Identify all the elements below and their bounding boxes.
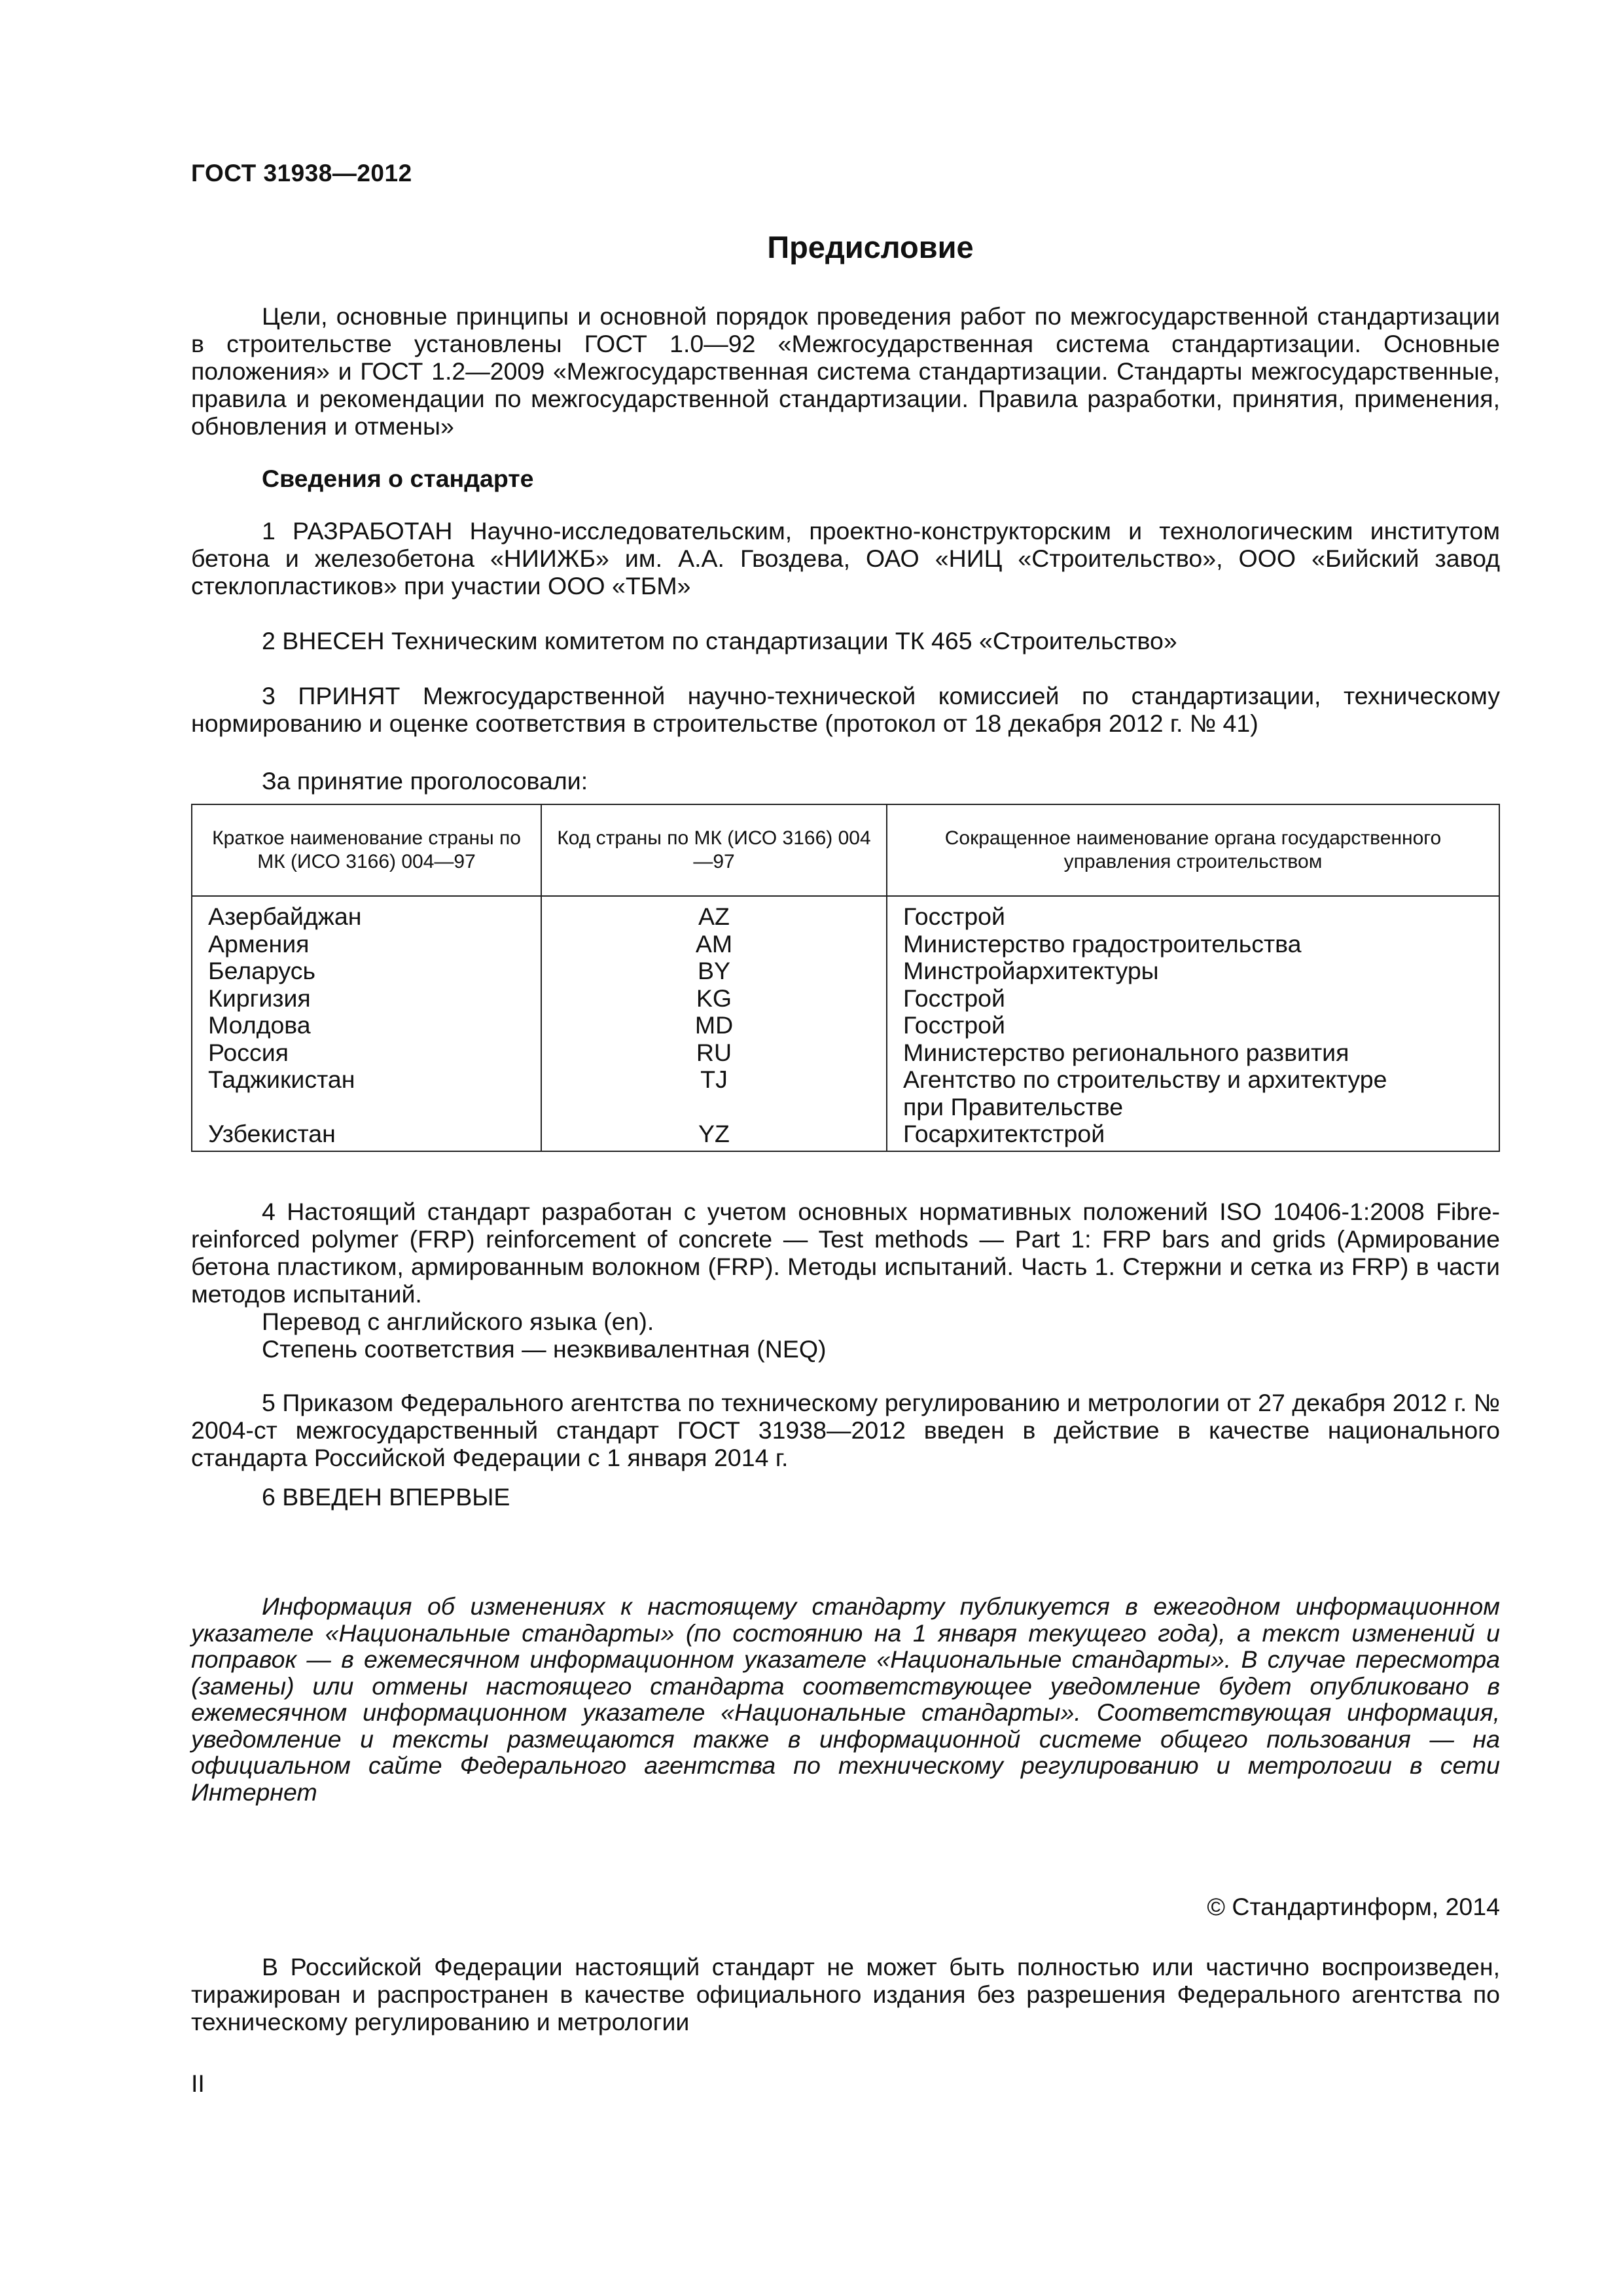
code-cell: RU: [696, 1038, 732, 1066]
item-1-text: 1 РАЗРАБОТАН Научно-исследовательским, проектно-конструкторским и технологическим институтом бетона и железобетона «НИИЖБ» им. А.А. Гвоздева, ОАО «НИЦ «Строительство», ООО «Бийский завод стеклопластиков» при участии ООО «ТБМ»: [191, 517, 1500, 600]
item-4: [191, 1198, 1500, 1363]
header-code: Код страны по МК (ИСО 3166) 004—97: [541, 804, 887, 896]
country-cell: Таджикистан: [208, 1066, 355, 1093]
item-4-degree: Степень соответствия — неэквивалентная (NEQ): [262, 1335, 827, 1363]
intro-text: Цели, основные принципы и основной порядок проведения работ по межгосударственной стандартизации в строительстве установлены ГОСТ 1.0—92 «Межгосударственная система стандартизации. Основные положения» и ГОСТ 1.2—2009 «Межгосударственная система стандартизации. Стандарты межгосударственные, правила и рекомендации по межгосударственной стандартизации. Правила разработки, принятия, применения, обновления и отмены»: [191, 302, 1500, 440]
page-number: II: [191, 2070, 205, 2097]
item-4-translation: Перевод с английского языка (en).: [262, 1308, 654, 1335]
header-country: Краткое наименование страны по МК (ИСО 3166) 004—97: [192, 804, 541, 896]
code-cell: YZ: [698, 1120, 730, 1147]
table-header-row: [192, 804, 1499, 896]
body-cell: Министерство регионального развития: [903, 1038, 1349, 1066]
country-cell: Азербайджан: [208, 903, 362, 930]
code-cell: BY: [697, 957, 731, 984]
copyright-line: © Стандартинформ, 2014: [1207, 1893, 1500, 1920]
code-cell: AM: [695, 929, 733, 958]
country-cell: Молдова: [208, 1011, 311, 1039]
country-cell: Армения: [208, 929, 310, 958]
body-cell: Минстройархитектуры: [903, 957, 1159, 984]
table-body-row: [192, 896, 1499, 1151]
body-cell: Агентство по строительству и архитектуре: [903, 1066, 1387, 1093]
code-cell: MD: [694, 1011, 734, 1039]
country-cell: Беларусь: [208, 957, 316, 984]
country-cell: Киргизия: [208, 984, 311, 1012]
item-5-text: 5 Приказом Федерального агентства по техническому регулированию и метрологии от 27 декабря 2012 г. № 2004-ст межгосударственный стандарт ГОСТ 31938—2012 введен в действие в качестве национального стандарта Российской Федерации с 1 января 2014 г.: [191, 1389, 1500, 1471]
page-title: Предисловие: [767, 230, 974, 264]
code-cell: AZ: [698, 903, 730, 930]
body-cell: Госархитектстрой: [903, 1120, 1105, 1147]
item-3-text: 3 ПРИНЯТ Межгосударственной научно-технической комиссией по стандартизации, техническому нормированию и оценке соответствия в строительстве (протокол от 18 декабря 2012 г. № 41): [191, 682, 1500, 737]
item-1: [191, 517, 1500, 600]
item-6: [191, 1483, 1500, 1511]
item-3: [191, 682, 1500, 737]
voting-table: [191, 804, 1500, 1152]
item-2-text: 2 ВНЕСЕН Техническим комитетом по стандартизации ТК 465 «Строительство»: [262, 627, 1177, 655]
intro-paragraph: [191, 302, 1500, 440]
body-cell: Госстрой: [903, 903, 1005, 930]
country-cell: Узбекистан: [208, 1120, 336, 1147]
country-column: [192, 896, 541, 1151]
country-cell: Россия: [208, 1038, 289, 1066]
standard-info-heading: Сведения о стандарте: [262, 465, 534, 492]
item-4-text: 4 Настоящий стандарт разработан с учетом основных нормативных положений ISO 10406-1:2008 Fibre-reinforced polymer (FRP) reinforcement of concrete — Test methods — Part 1: FRP bars and grids (Армирование бетона пластиком, армированным волокном (FRP). Методы испытаний. Часть 1. Стержни и сетка из FRP) в части методов испытаний.: [191, 1198, 1500, 1308]
item-2: [191, 627, 1500, 655]
vote-label: За принятие проголосовали:: [262, 767, 588, 795]
changes-info-note: Информация об изменениях к настоящему стандарту публикуется в ежегодном информационном указателе «Национальные стандарты» (по состоянию на 1 января текущего года), а текст изменений и поправок — в ежемесячном информационном указателе «Национальные стандарты». В случае пересмотра (замены) или отмены настоящего стандарта соответствующее уведомление будет опубликовано в ежемесячном информационном указателе «Национальные стандарты». Соответствующая информация, уведомление и тексты размещаются также в информационной системе общего пользования — на официальном сайте Федерального агентства по техническому регулированию и метрологии в сети Интернет: [191, 1592, 1500, 1806]
code-cell: TJ: [700, 1066, 728, 1093]
document-code-header: ГОСТ 31938—2012: [191, 160, 412, 187]
body-column: [887, 896, 1499, 1151]
spacer: [208, 1094, 525, 1121]
spacer: [558, 1094, 870, 1121]
item-5: [191, 1389, 1500, 1471]
body-cell-continued: при Правительстве: [903, 1092, 1124, 1121]
item-6-text: 6 ВВЕДЕН ВПЕРВЫЕ: [262, 1483, 510, 1511]
body-cell: Госстрой: [903, 1011, 1005, 1039]
copyright-notice: В Российской Федерации настоящий стандарт не может быть полностью или частично воспроизведен, тиражирован и распространен в качестве официального издания без разрешения Федерального агентства по техническому регулированию и метрологии: [191, 1953, 1500, 2036]
body-cell: Министерство градостроительства: [903, 929, 1302, 958]
code-column: [541, 896, 887, 1151]
body-cell: Госстрой: [903, 984, 1005, 1012]
header-body: Сокращенное наименование органа государственного управления строительством: [887, 804, 1499, 896]
code-cell: KG: [696, 984, 732, 1012]
